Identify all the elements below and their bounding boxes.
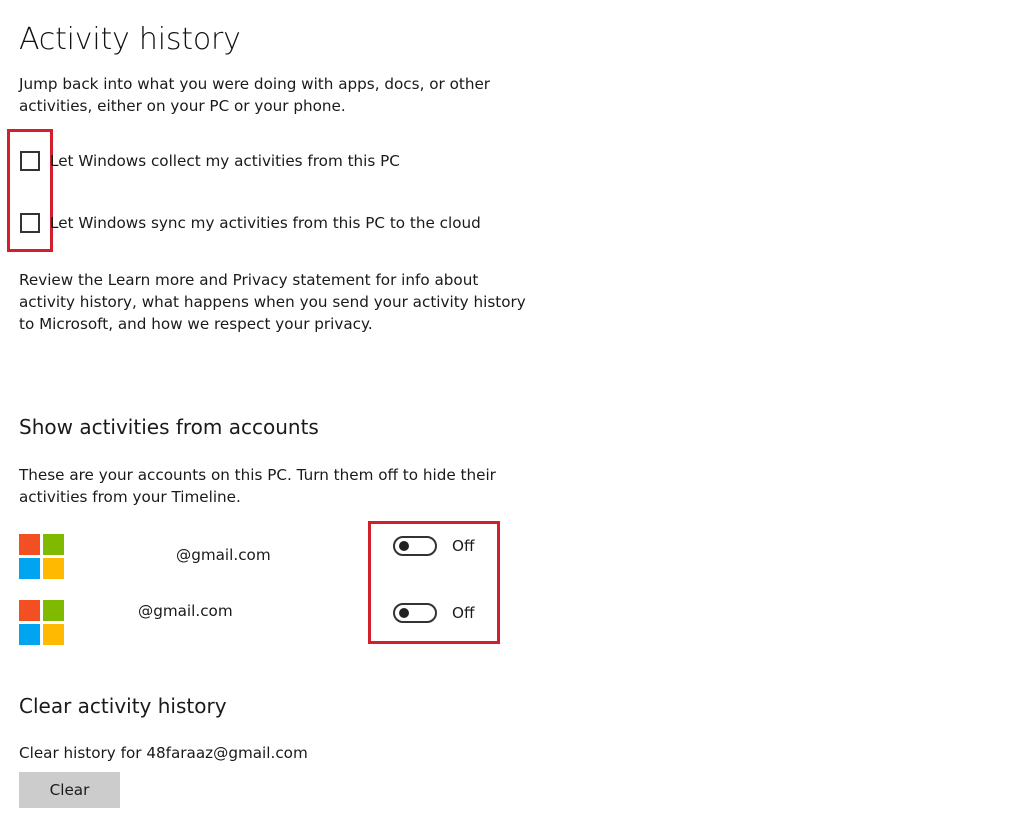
account-2-toggle-row[interactable] — [393, 603, 474, 623]
collect-activities-label: Let Windows collect my activities from this PC — [50, 152, 400, 170]
clear-description: Clear history for 48faraaz@gmail.com — [19, 744, 308, 762]
account-1-toggle-state: Off — [452, 537, 475, 555]
account-email-1: @gmail.com — [176, 546, 271, 564]
account-1-toggle[interactable] — [393, 536, 437, 556]
accounts-heading: Show activities from accounts — [19, 415, 319, 439]
page-title: Activity history — [19, 22, 241, 57]
clear-button[interactable]: Clear — [19, 772, 120, 808]
account-2-toggle[interactable] — [393, 603, 437, 623]
intro-text: Jump back into what you were doing with apps, docs, or other activities, either on your PC or your phone. — [19, 75, 491, 115]
sync-activities-checkbox[interactable] — [20, 213, 40, 233]
account-2-toggle-state: Off — [452, 604, 475, 622]
privacy-note: Review the Learn more and Privacy statement for info about activity history, what happens when you send your activity history to Microsoft, and how we respect your privacy. — [19, 271, 526, 333]
collect-activities-checkbox[interactable] — [20, 151, 40, 171]
microsoft-logo-icon — [19, 534, 64, 579]
sync-activities-label: Let Windows sync my activities from this PC to the cloud — [50, 214, 481, 232]
account-1-toggle-row[interactable] — [393, 536, 474, 556]
sync-activities-checkbox-row[interactable] — [20, 211, 481, 235]
toggle-knob — [399, 608, 409, 618]
microsoft-logo-icon — [19, 600, 64, 645]
account-email-2: @gmail.com — [138, 602, 233, 620]
clear-heading: Clear activity history — [19, 694, 227, 718]
accounts-description: These are your accounts on this PC. Turn them off to hide their activities from your Timeline. — [19, 466, 496, 506]
collect-activities-checkbox-row[interactable] — [20, 149, 400, 173]
toggle-knob — [399, 541, 409, 551]
